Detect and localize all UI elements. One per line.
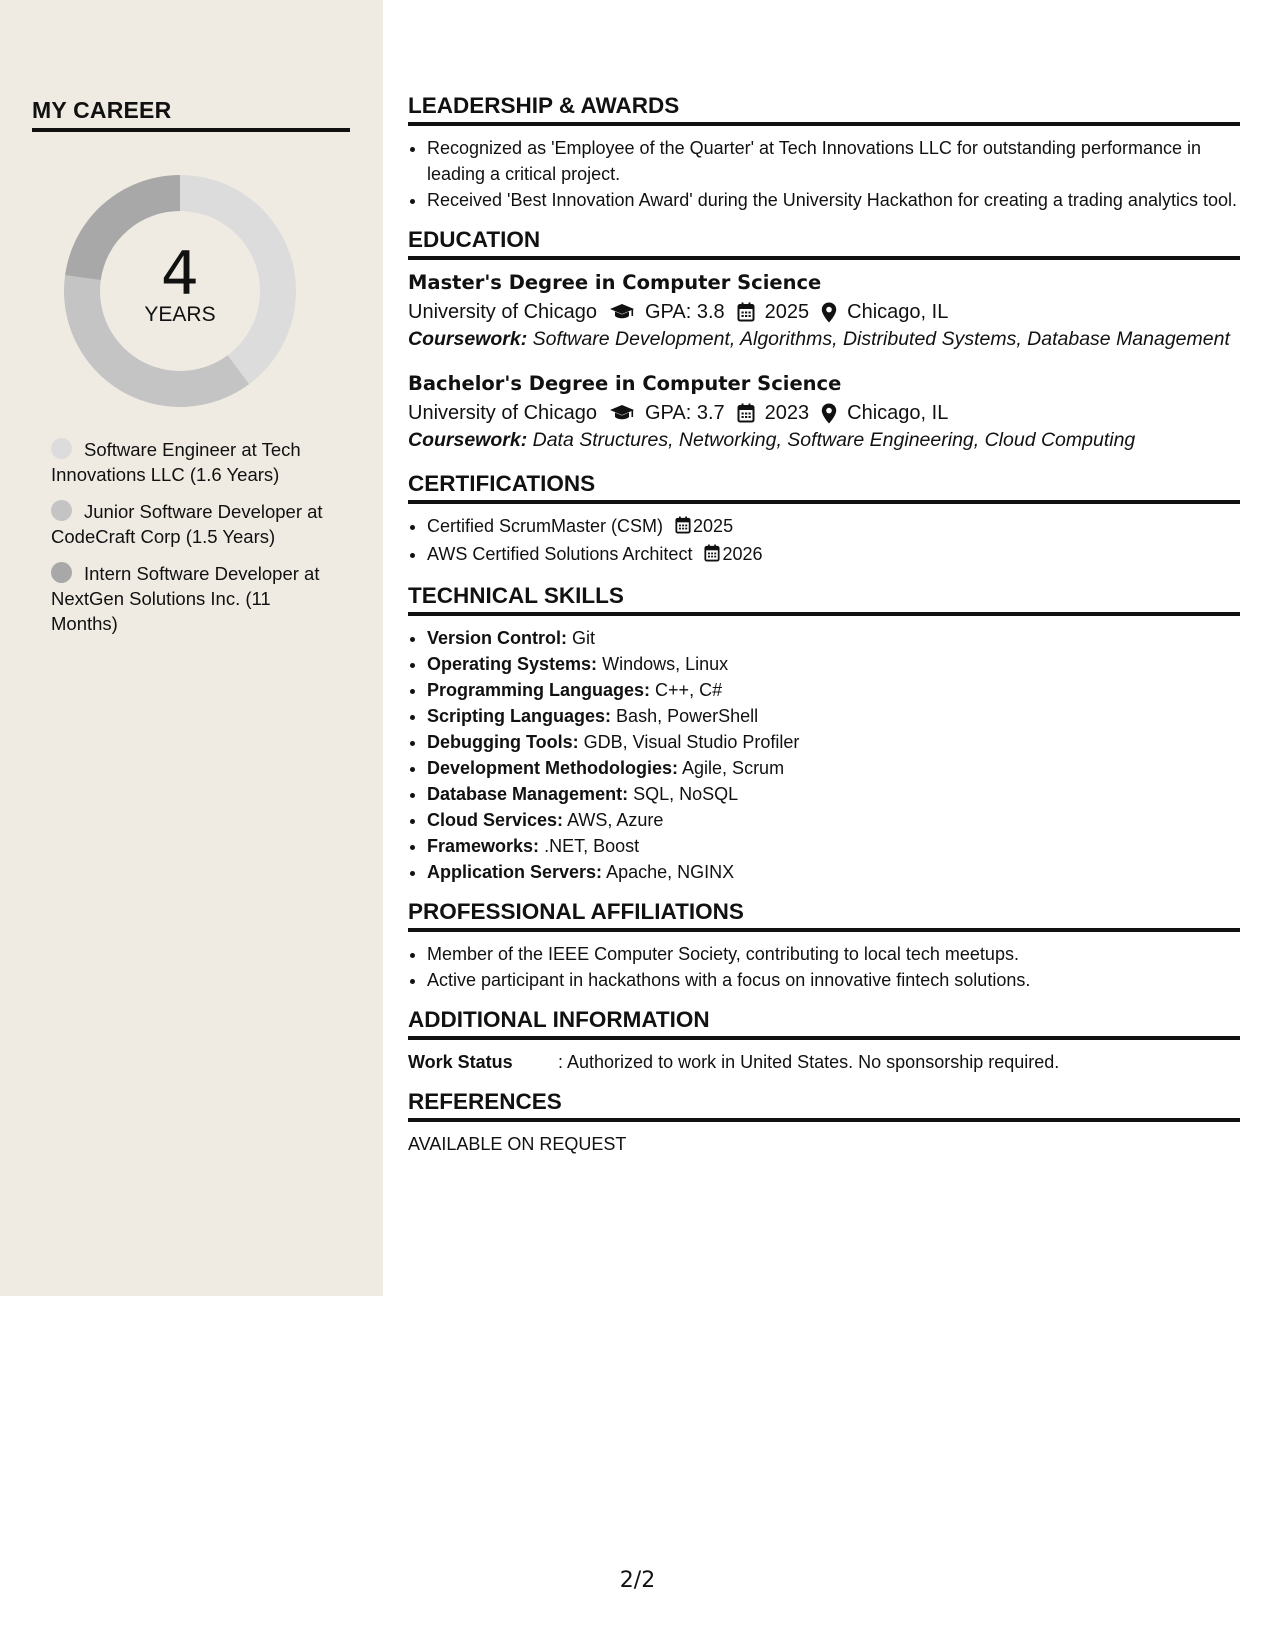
calendar-icon xyxy=(737,302,755,322)
graduation-year: 2023 xyxy=(764,402,810,424)
list-item: • Active participant in hackathons with a focus on innovative fintech solutions. xyxy=(427,967,1240,993)
skill-label: Operating Systems: xyxy=(427,654,598,674)
degree-entry xyxy=(408,269,1240,352)
list-item: • Recognized as 'Employee of the Quarter' at Tech Innovations LLC for outstanding performance in leading a critical project. xyxy=(427,135,1240,187)
skill-value: SQL, NoSQL xyxy=(633,784,739,804)
skill-label: Debugging Tools: xyxy=(427,732,579,752)
list-item xyxy=(427,513,1240,541)
skill-item xyxy=(427,859,1240,885)
skill-value: .NET, Boost xyxy=(544,836,640,856)
coursework-text: Data Structures, Networking, Software Engineering, Cloud Computing xyxy=(532,429,1136,451)
skill-value: Apache, NGINX xyxy=(606,862,735,882)
list-item xyxy=(427,541,1240,569)
skill-label: Scripting Languages: xyxy=(427,706,612,726)
skill-value: GDB, Visual Studio Profiler xyxy=(583,732,800,752)
career-item-label: Software Engineer at Tech Innovations LLC (1.6 Years) xyxy=(51,439,301,485)
legend-dot xyxy=(51,500,72,521)
section-title: TECHNICAL SKILLS xyxy=(408,583,1240,616)
skill-item xyxy=(427,807,1240,833)
skill-label: Version Control: xyxy=(427,628,568,648)
skill-label: Programming Languages: xyxy=(427,680,651,700)
school-name: University of Chicago xyxy=(408,402,597,424)
references-text: AVAILABLE ON REQUEST xyxy=(408,1134,627,1154)
location: Chicago, IL xyxy=(847,301,949,323)
skill-item xyxy=(427,781,1240,807)
donut-years-unit: YEARS xyxy=(144,303,216,326)
career-item xyxy=(51,499,341,549)
skill-label: Frameworks: xyxy=(427,836,540,856)
calendar-icon xyxy=(675,515,691,541)
legend-dot xyxy=(51,438,72,459)
skill-value: AWS, Azure xyxy=(567,810,664,830)
cert-name: Certified ScrumMaster (CSM) xyxy=(427,516,664,536)
degree-title: Master's Degree in Computer Science xyxy=(408,271,822,294)
coursework-label: Coursework: xyxy=(408,328,528,350)
section-title: ADDITIONAL INFORMATION xyxy=(408,1007,1240,1040)
certifications-section xyxy=(408,471,1240,569)
career-donut-chart xyxy=(64,175,296,407)
skill-value: Windows, Linux xyxy=(602,654,729,674)
section-title: EDUCATION xyxy=(408,227,1240,260)
cert-year: 2026 xyxy=(722,544,763,564)
school-name: University of Chicago xyxy=(408,301,597,323)
career-item xyxy=(51,437,341,487)
list-item: • Received 'Best Innovation Award' during the University Hackathon for creating a trading analytics tool. xyxy=(427,187,1240,213)
section-title: CERTIFICATIONS xyxy=(408,471,1240,504)
donut-segment-2 xyxy=(64,275,249,407)
legend-dot xyxy=(51,562,72,583)
skill-value: Agile, Scrum xyxy=(682,758,785,778)
skill-value: Bash, PowerShell xyxy=(616,706,759,726)
technical-skills-section xyxy=(408,583,1240,885)
coursework xyxy=(408,428,1240,453)
location-pin-icon xyxy=(821,403,837,424)
section-title: LEADERSHIP & AWARDS xyxy=(408,93,1240,126)
graduation-cap-icon xyxy=(609,404,635,422)
career-item xyxy=(51,561,341,636)
skill-item xyxy=(427,833,1240,859)
work-status-row xyxy=(408,1049,1240,1075)
degree-details xyxy=(408,398,1240,428)
career-item-label: Intern Software Developer at NextGen Solutions Inc. (11 Months) xyxy=(51,563,320,634)
coursework-label: Coursework: xyxy=(408,429,528,451)
gpa: GPA: 3.7 xyxy=(644,402,725,424)
degree-entry xyxy=(408,370,1240,453)
skill-label: Database Management: xyxy=(427,784,629,804)
gpa: GPA: 3.8 xyxy=(644,301,725,323)
education-section xyxy=(408,227,1240,453)
page-number: 2/2 xyxy=(619,1568,656,1593)
main-content xyxy=(408,93,1240,1171)
list-item: • Member of the IEEE Computer Society, contributing to local tech meetups. xyxy=(427,941,1240,967)
coursework-text: Software Development, Algorithms, Distributed Systems, Database Management xyxy=(532,328,1230,350)
sidebar xyxy=(0,0,383,1296)
work-status-value: : Authorized to work in United States. No sponsorship required. xyxy=(558,1052,1060,1072)
skill-value: Git xyxy=(572,628,596,648)
graduation-cap-icon xyxy=(609,303,635,321)
work-status-label: Work Status xyxy=(408,1052,513,1072)
skill-item xyxy=(427,625,1240,651)
degree-title: Bachelor's Degree in Computer Science xyxy=(408,372,842,395)
career-legend xyxy=(51,437,341,648)
skill-label: Development Methodologies: xyxy=(427,758,679,778)
cert-year: 2025 xyxy=(693,516,734,536)
coursework xyxy=(408,327,1240,352)
skill-item xyxy=(427,703,1240,729)
career-heading: MY CAREER xyxy=(32,97,350,132)
donut-years-value: 4 xyxy=(160,239,200,309)
additional-info-section xyxy=(408,1007,1240,1075)
affiliations-section xyxy=(408,899,1240,993)
cert-name: AWS Certified Solutions Architect xyxy=(427,544,693,564)
skill-item xyxy=(427,729,1240,755)
leadership-section xyxy=(408,93,1240,213)
skill-item xyxy=(427,651,1240,677)
skill-label: Cloud Services: xyxy=(427,810,564,830)
career-item-label: Junior Software Developer at CodeCraft Corp (1.5 Years) xyxy=(51,501,323,547)
section-title: REFERENCES xyxy=(408,1089,1240,1122)
skill-value: C++, C# xyxy=(655,680,723,700)
references-section xyxy=(408,1089,1240,1157)
calendar-icon xyxy=(737,403,755,423)
degree-details xyxy=(408,297,1240,327)
skill-item xyxy=(427,755,1240,781)
section-title: PROFESSIONAL AFFILIATIONS xyxy=(408,899,1240,932)
calendar-icon xyxy=(704,543,720,569)
skill-item xyxy=(427,677,1240,703)
location: Chicago, IL xyxy=(847,402,949,424)
graduation-year: 2025 xyxy=(764,301,810,323)
skill-label: Application Servers: xyxy=(427,862,603,882)
location-pin-icon xyxy=(821,302,837,323)
